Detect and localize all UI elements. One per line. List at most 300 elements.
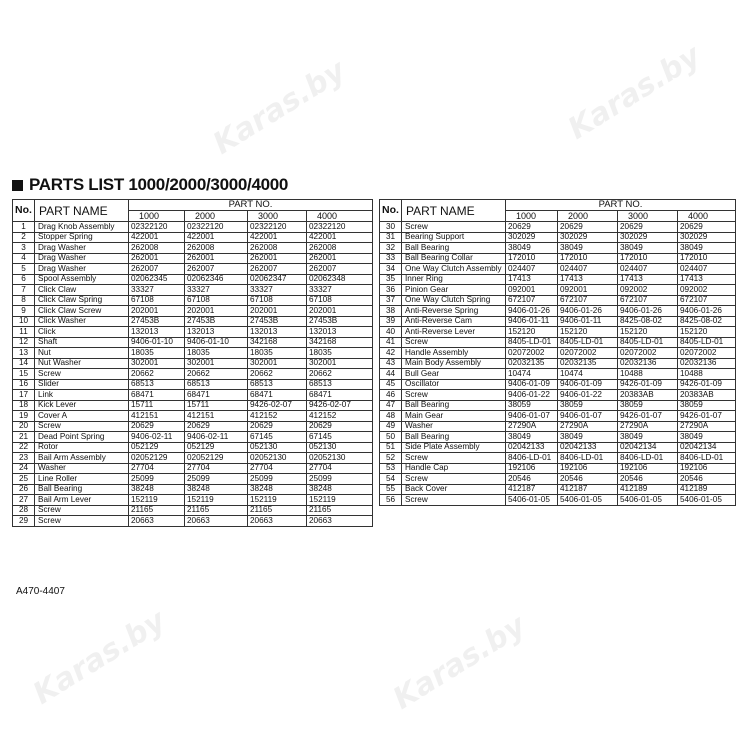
table-row: [380, 243, 736, 254]
part-no-3000: 9426-01-09: [618, 379, 678, 390]
part-no-4000: 68471: [307, 390, 373, 401]
part-no-4000: 20629: [307, 421, 373, 432]
part-no-2000: 152119: [185, 495, 248, 506]
table-row: [13, 327, 373, 338]
table-row: [13, 274, 373, 285]
part-no-2000: 5406-01-05: [558, 495, 618, 506]
part-number-index: 56: [380, 495, 402, 506]
part-no-2000: 33327: [185, 285, 248, 296]
part-no-2000: 18035: [185, 348, 248, 359]
part-no-3000: 302029: [618, 232, 678, 243]
part-name: Ball Bearing Collar: [402, 253, 506, 264]
part-name: Bail Arm Assembly: [35, 453, 129, 464]
part-no-1000: 10474: [506, 369, 558, 380]
part-no-2000: 15711: [185, 400, 248, 411]
header-model-1000: 1000: [129, 211, 185, 222]
table-row: [13, 369, 373, 380]
part-no-1000: 68471: [129, 390, 185, 401]
part-no-1000: 02062345: [129, 274, 185, 285]
part-no-3000: 412189: [618, 484, 678, 495]
part-no-2000: 302001: [185, 358, 248, 369]
part-number-index: 25: [13, 474, 35, 485]
part-no-1000: 38049: [506, 432, 558, 443]
part-name: Click Claw Spring: [35, 295, 129, 306]
part-no-3000: 172010: [618, 253, 678, 264]
part-no-1000: 9406-01-10: [129, 337, 185, 348]
part-number-index: 46: [380, 390, 402, 401]
part-no-4000: 412152: [307, 411, 373, 422]
table-row: [380, 421, 736, 432]
part-name: Link: [35, 390, 129, 401]
part-no-2000: 262001: [185, 253, 248, 264]
part-name: Screw: [35, 505, 129, 516]
table-row: [13, 358, 373, 369]
part-number-index: 5: [13, 264, 35, 275]
header-part-name: PART NAME: [402, 200, 506, 222]
header-model-3000: 3000: [248, 211, 307, 222]
part-number-index: 38: [380, 306, 402, 317]
part-no-4000: 02062348: [307, 274, 373, 285]
table-row: [13, 264, 373, 275]
part-number-index: 2: [13, 232, 35, 243]
table-row: [13, 390, 373, 401]
part-number-index: 23: [13, 453, 35, 464]
part-name: Screw: [35, 516, 129, 527]
part-number-index: 43: [380, 358, 402, 369]
part-number-index: 48: [380, 411, 402, 422]
table-row: [380, 379, 736, 390]
part-name: Spool Assembly: [35, 274, 129, 285]
table-row: [13, 337, 373, 348]
bullet-square-icon: [12, 180, 23, 191]
part-no-3000: 38049: [618, 432, 678, 443]
part-no-2000: 38049: [558, 432, 618, 443]
part-no-1000: 02072002: [506, 348, 558, 359]
table-row: [13, 222, 373, 233]
part-no-3000: 262001: [248, 253, 307, 264]
header-model-3000: 3000: [618, 211, 678, 222]
part-number-index: 22: [13, 442, 35, 453]
part-no-2000: 20629: [185, 421, 248, 432]
part-name: Main Gear: [402, 411, 506, 422]
table-row: [13, 421, 373, 432]
table-row: [13, 306, 373, 317]
document-code: A470-4407: [16, 586, 65, 597]
part-no-2000: 262007: [185, 264, 248, 275]
part-no-3000: 024407: [618, 264, 678, 275]
part-number-index: 31: [380, 232, 402, 243]
part-no-1000: 152120: [506, 327, 558, 338]
part-no-4000: 9426-01-09: [678, 379, 736, 390]
part-name: Drag Washer: [35, 264, 129, 275]
part-name: Screw: [402, 453, 506, 464]
part-name: Inner Ring: [402, 274, 506, 285]
table-row: [13, 432, 373, 443]
part-no-2000: 38248: [185, 484, 248, 495]
part-no-3000: 68513: [248, 379, 307, 390]
part-name: Dead Point Spring: [35, 432, 129, 443]
part-name: Ball Bearing: [402, 432, 506, 443]
part-number-index: 28: [13, 505, 35, 516]
part-no-2000: 17413: [558, 274, 618, 285]
part-no-2000: 024407: [558, 264, 618, 275]
part-no-1000: 20663: [129, 516, 185, 527]
part-no-4000: 20383AB: [678, 390, 736, 401]
part-no-4000: 18035: [307, 348, 373, 359]
table-row: [13, 474, 373, 485]
part-no-1000: 27704: [129, 463, 185, 474]
part-no-3000: 5406-01-05: [618, 495, 678, 506]
part-name: Screw: [402, 495, 506, 506]
part-number-index: 55: [380, 484, 402, 495]
part-no-1000: 092001: [506, 285, 558, 296]
part-number-index: 6: [13, 274, 35, 285]
part-number-index: 29: [13, 516, 35, 527]
table-row: [13, 348, 373, 359]
part-no-1000: 9406-01-09: [506, 379, 558, 390]
table-row: [380, 411, 736, 422]
part-no-4000: 152120: [678, 327, 736, 338]
part-no-2000: 20629: [558, 222, 618, 233]
part-no-1000: 132013: [129, 327, 185, 338]
part-number-index: 50: [380, 432, 402, 443]
part-no-4000: 20663: [307, 516, 373, 527]
part-no-3000: 33327: [248, 285, 307, 296]
part-no-1000: 25099: [129, 474, 185, 485]
part-name: Click Claw: [35, 285, 129, 296]
part-no-4000: 092002: [678, 285, 736, 296]
part-number-index: 33: [380, 253, 402, 264]
part-no-1000: 052129: [129, 442, 185, 453]
table-row: [380, 295, 736, 306]
part-number-index: 52: [380, 453, 402, 464]
table-row: [380, 306, 736, 317]
part-no-1000: 67108: [129, 295, 185, 306]
part-number-index: 12: [13, 337, 35, 348]
part-name: Drag Washer: [35, 243, 129, 254]
part-name: Main Body Assembly: [402, 358, 506, 369]
part-no-1000: 20546: [506, 474, 558, 485]
part-no-3000: 132013: [248, 327, 307, 338]
table-row: [13, 442, 373, 453]
part-no-4000: 67108: [307, 295, 373, 306]
header-no: No.: [380, 200, 402, 222]
part-no-3000: 21165: [248, 505, 307, 516]
part-number-index: 7: [13, 285, 35, 296]
part-no-4000: 412189: [678, 484, 736, 495]
part-no-1000: 27290A: [506, 421, 558, 432]
table-row: [380, 484, 736, 495]
part-no-1000: 172010: [506, 253, 558, 264]
part-name: Rotor: [35, 442, 129, 453]
part-number-index: 3: [13, 243, 35, 254]
part-no-1000: 9406-01-26: [506, 306, 558, 317]
part-name: Bail Arm Lever: [35, 495, 129, 506]
part-no-3000: 8406-LD-01: [618, 453, 678, 464]
part-no-1000: 27453B: [129, 316, 185, 327]
table-row: [13, 379, 373, 390]
part-name: Shaft: [35, 337, 129, 348]
part-number-index: 13: [13, 348, 35, 359]
part-no-1000: 262008: [129, 243, 185, 254]
part-no-2000: 152120: [558, 327, 618, 338]
part-no-2000: 10474: [558, 369, 618, 380]
part-no-3000: 02032136: [618, 358, 678, 369]
part-number-index: 8: [13, 295, 35, 306]
part-no-3000: 9406-01-26: [618, 306, 678, 317]
part-name: Nut Washer: [35, 358, 129, 369]
part-name: Washer: [35, 463, 129, 474]
table-row: [13, 411, 373, 422]
part-no-4000: 21165: [307, 505, 373, 516]
part-name: Screw: [35, 369, 129, 380]
part-no-3000: 20546: [618, 474, 678, 485]
part-name: Bearing Support: [402, 232, 506, 243]
watermark: Karas.by: [387, 608, 532, 717]
part-no-4000: 422001: [307, 232, 373, 243]
part-no-4000: 052130: [307, 442, 373, 453]
part-no-4000: 27290A: [678, 421, 736, 432]
table-row: [380, 253, 736, 264]
part-no-4000: 672107: [678, 295, 736, 306]
part-no-3000: 02042134: [618, 442, 678, 453]
part-no-2000: 8405-LD-01: [558, 337, 618, 348]
part-name: Side Plate Assembly: [402, 442, 506, 453]
part-no-4000: 302029: [678, 232, 736, 243]
part-no-1000: 38059: [506, 400, 558, 411]
part-no-4000: 302001: [307, 358, 373, 369]
part-name: Screw: [402, 337, 506, 348]
table-row: [380, 432, 736, 443]
table-row: [380, 232, 736, 243]
part-no-3000: 262008: [248, 243, 307, 254]
part-name: Washer: [402, 421, 506, 432]
part-name: Screw: [35, 421, 129, 432]
part-no-4000: 02052130: [307, 453, 373, 464]
part-number-index: 18: [13, 400, 35, 411]
part-number-index: 34: [380, 264, 402, 275]
part-no-3000: 092002: [618, 285, 678, 296]
part-number-index: 44: [380, 369, 402, 380]
part-no-4000: 02032136: [678, 358, 736, 369]
part-name: Ball Bearing: [402, 243, 506, 254]
part-name: Anti-Reverse Cam: [402, 316, 506, 327]
part-no-2000: 38059: [558, 400, 618, 411]
part-no-2000: 052129: [185, 442, 248, 453]
parts-table-right-body: [380, 222, 736, 506]
part-no-1000: 5406-01-05: [506, 495, 558, 506]
part-number-index: 15: [13, 369, 35, 380]
part-no-1000: 412187: [506, 484, 558, 495]
part-name: Click Washer: [35, 316, 129, 327]
part-number-index: 40: [380, 327, 402, 338]
part-no-2000: 68471: [185, 390, 248, 401]
part-no-1000: 422001: [129, 232, 185, 243]
table-row: [380, 316, 736, 327]
part-no-3000: 17413: [618, 274, 678, 285]
part-number-index: 27: [13, 495, 35, 506]
part-no-1000: 412151: [129, 411, 185, 422]
part-no-4000: 38248: [307, 484, 373, 495]
part-no-3000: 262007: [248, 264, 307, 275]
table-row: [13, 295, 373, 306]
part-no-3000: 02072002: [618, 348, 678, 359]
part-no-4000: 8425-08-02: [678, 316, 736, 327]
part-no-1000: 20629: [506, 222, 558, 233]
table-row: [13, 495, 373, 506]
table-row: [13, 505, 373, 516]
part-no-2000: 02062346: [185, 274, 248, 285]
part-no-2000: 9406-01-07: [558, 411, 618, 422]
table-row: [380, 327, 736, 338]
part-no-4000: 262007: [307, 264, 373, 275]
part-name: Handle Assembly: [402, 348, 506, 359]
part-name: Ball Bearing: [402, 400, 506, 411]
part-no-4000: 27453B: [307, 316, 373, 327]
part-name: Ball Bearing: [35, 484, 129, 495]
part-no-4000: 132013: [307, 327, 373, 338]
parts-table-left: [12, 199, 373, 527]
part-no-1000: 202001: [129, 306, 185, 317]
table-row: [380, 495, 736, 506]
table-row: [380, 264, 736, 275]
part-name: Oscillator: [402, 379, 506, 390]
header-part-no: PART NO.: [506, 200, 736, 211]
part-no-2000: 02032135: [558, 358, 618, 369]
part-name: Nut: [35, 348, 129, 359]
table-row: [380, 369, 736, 380]
part-no-2000: 02052129: [185, 453, 248, 464]
part-no-1000: 302001: [129, 358, 185, 369]
part-no-3000: 67108: [248, 295, 307, 306]
part-no-2000: 20662: [185, 369, 248, 380]
part-no-4000: 02072002: [678, 348, 736, 359]
part-no-3000: 25099: [248, 474, 307, 485]
part-no-3000: 02322120: [248, 222, 307, 233]
part-name: Kick Lever: [35, 400, 129, 411]
part-no-3000: 38059: [618, 400, 678, 411]
part-no-4000: 67145: [307, 432, 373, 443]
part-no-2000: 27290A: [558, 421, 618, 432]
part-no-2000: 02322120: [185, 222, 248, 233]
part-no-4000: 172010: [678, 253, 736, 264]
header-part-no: PART NO.: [129, 200, 373, 211]
part-no-2000: 9406-02-11: [185, 432, 248, 443]
header-model-4000: 4000: [307, 211, 373, 222]
part-number-index: 19: [13, 411, 35, 422]
header-no: No.: [13, 200, 35, 222]
part-no-3000: 302001: [248, 358, 307, 369]
part-no-1000: 262007: [129, 264, 185, 275]
header-model-2000: 2000: [185, 211, 248, 222]
part-no-3000: 68471: [248, 390, 307, 401]
part-no-2000: 38049: [558, 243, 618, 254]
part-name: Line Roller: [35, 474, 129, 485]
part-no-1000: 33327: [129, 285, 185, 296]
part-number-index: 42: [380, 348, 402, 359]
table-row: [380, 463, 736, 474]
part-no-3000: 27704: [248, 463, 307, 474]
part-no-1000: 17413: [506, 274, 558, 285]
page-title-text: PARTS LIST 1000/2000/3000/4000: [29, 175, 289, 194]
parts-table-right: [379, 199, 736, 506]
part-no-2000: 67108: [185, 295, 248, 306]
part-name: Back Cover: [402, 484, 506, 495]
table-row: [380, 222, 736, 233]
part-no-3000: 20662: [248, 369, 307, 380]
part-number-index: 30: [380, 222, 402, 233]
part-number-index: 1: [13, 222, 35, 233]
part-no-3000: 422001: [248, 232, 307, 243]
part-no-1000: 192106: [506, 463, 558, 474]
part-no-2000: 302029: [558, 232, 618, 243]
part-no-4000: 342168: [307, 337, 373, 348]
part-no-3000: 412152: [248, 411, 307, 422]
part-no-2000: 02072002: [558, 348, 618, 359]
part-no-4000: 9426-01-07: [678, 411, 736, 422]
part-no-2000: 192106: [558, 463, 618, 474]
part-no-2000: 21165: [185, 505, 248, 516]
part-no-3000: 342168: [248, 337, 307, 348]
part-number-index: 47: [380, 400, 402, 411]
part-number-index: 9: [13, 306, 35, 317]
part-no-2000: 132013: [185, 327, 248, 338]
part-name: Anti-Reverse Lever: [402, 327, 506, 338]
part-number-index: 10: [13, 316, 35, 327]
part-no-3000: 18035: [248, 348, 307, 359]
table-row: [13, 463, 373, 474]
part-number-index: 24: [13, 463, 35, 474]
table-row: [13, 516, 373, 527]
part-name: Click: [35, 327, 129, 338]
part-no-1000: 672107: [506, 295, 558, 306]
part-no-4000: 25099: [307, 474, 373, 485]
part-no-4000: 8406-LD-01: [678, 453, 736, 464]
part-no-4000: 68513: [307, 379, 373, 390]
part-no-1000: 02032135: [506, 358, 558, 369]
part-number-index: 14: [13, 358, 35, 369]
part-name: Stopper Spring: [35, 232, 129, 243]
part-no-3000: 20383AB: [618, 390, 678, 401]
part-no-3000: 38248: [248, 484, 307, 495]
part-no-4000: 262001: [307, 253, 373, 264]
part-number-index: 20: [13, 421, 35, 432]
part-name: Cover A: [35, 411, 129, 422]
part-number-index: 53: [380, 463, 402, 474]
part-no-4000: 8405-LD-01: [678, 337, 736, 348]
part-name: One Way Clutch Assembly: [402, 264, 506, 275]
part-no-2000: 412151: [185, 411, 248, 422]
part-no-4000: 9426-02-07: [307, 400, 373, 411]
part-no-1000: 21165: [129, 505, 185, 516]
part-no-3000: 192106: [618, 463, 678, 474]
part-number-index: 4: [13, 253, 35, 264]
header-model-1000: 1000: [506, 211, 558, 222]
part-no-1000: 9406-02-11: [129, 432, 185, 443]
part-no-2000: 092001: [558, 285, 618, 296]
part-number-index: 26: [13, 484, 35, 495]
part-no-3000: 202001: [248, 306, 307, 317]
part-no-3000: 67145: [248, 432, 307, 443]
part-name: Screw: [402, 390, 506, 401]
part-no-1000: 302029: [506, 232, 558, 243]
watermark: Karas.by: [207, 53, 352, 162]
header-part-name: PART NAME: [35, 200, 129, 222]
part-no-4000: 10488: [678, 369, 736, 380]
part-no-2000: 262008: [185, 243, 248, 254]
part-no-4000: 9406-01-26: [678, 306, 736, 317]
part-name: Slider: [35, 379, 129, 390]
